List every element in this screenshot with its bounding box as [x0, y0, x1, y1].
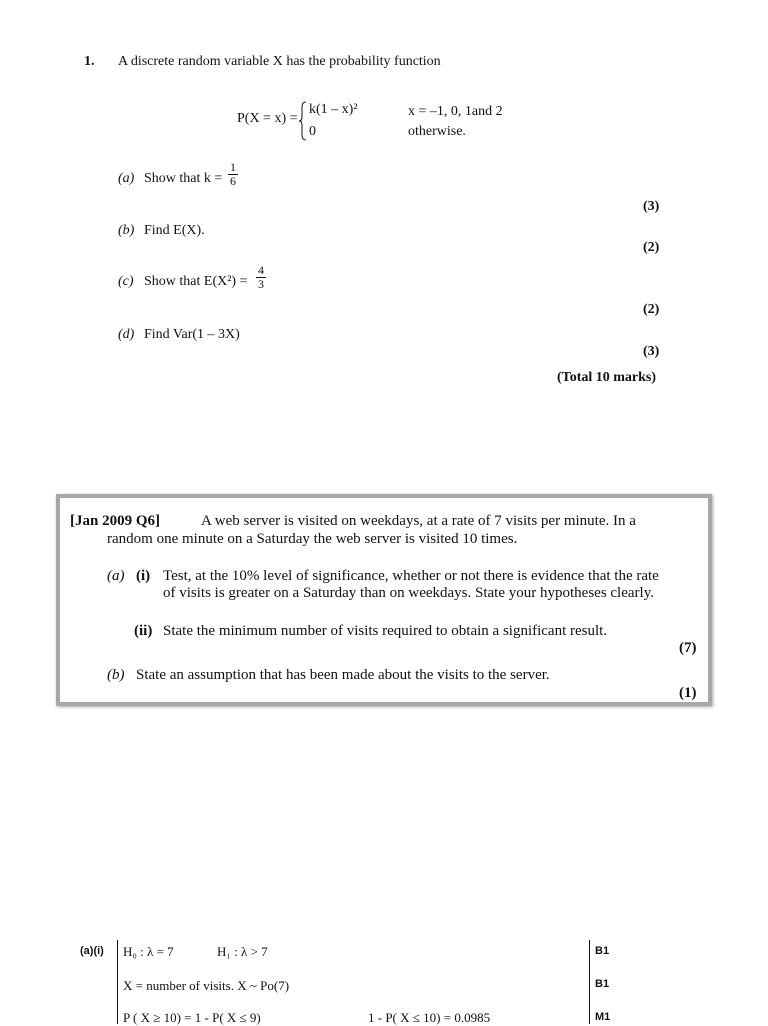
part-b-label: (b) — [118, 223, 135, 238]
part-b-marks: (1) — [679, 685, 697, 701]
pmf-case1-condition: x = –1, 0, 1and 2 — [408, 104, 503, 119]
pmf-brace — [298, 101, 308, 141]
markscheme-right-rule — [589, 940, 590, 1024]
part-c-text: Show that E(X²) = — [144, 274, 248, 289]
part-a-ii-text: State the minimum number of visits required to obtain a significant result. — [163, 623, 608, 639]
markscheme-mark-row3: M1 — [595, 1011, 611, 1023]
part-a-text: Show that k = — [144, 171, 223, 186]
markscheme-left-rule — [117, 940, 118, 1024]
pmf-case1-expression: k(1 – x)² — [309, 102, 358, 117]
part-a-label: (a) — [107, 568, 125, 584]
markscheme-mark-row2: B1 — [595, 978, 610, 990]
part-c-label: (c) — [118, 274, 134, 289]
part-a-i-line-1: Test, at the 10% level of significance, whether or not there is evidence that the rate — [163, 568, 659, 584]
total-marks: (Total 10 marks) — [557, 370, 657, 385]
part-a-i-line-2: of visits is greater on a Saturday than on weekdays. State your hypotheses clearly. — [163, 585, 654, 601]
part-b-text: Find E(X). — [144, 223, 205, 238]
markscheme-h1: H₁ : λ > 7 — [217, 944, 268, 959]
part-d-text: Find Var(1 – 3X) — [144, 327, 240, 342]
markscheme-h0: H₀ : λ = 7 — [123, 944, 174, 959]
pmf-case2-condition: otherwise. — [408, 124, 466, 139]
question-intro: A discrete random variable X has the probability function — [118, 54, 441, 69]
part-a-marks: (7) — [679, 640, 697, 656]
markscheme-part-label: (a)(i) — [80, 945, 104, 957]
question-line-1: A web server is visited on weekdays, at a rate of 7 visits per minute. In a — [201, 513, 636, 529]
question-number: 1. — [84, 54, 95, 69]
part-a-label: (a) — [118, 171, 135, 186]
part-a-ii-label: (ii) — [134, 623, 153, 639]
part-c-fraction: $\frac{4}{3}$ — [258, 263, 264, 291]
part-b-marks: (2) — [643, 240, 660, 255]
pmf-case2-expression: 0 — [309, 124, 316, 139]
question-line-2: random one minute on a Saturday the web server is visited 10 times. — [107, 531, 518, 547]
part-d-label: (d) — [118, 327, 135, 342]
markscheme-probability-left: P ( X ≥ 10) = 1 - P( X ≤ 9) — [123, 1010, 261, 1025]
part-d-marks: (3) — [643, 344, 660, 359]
part-b-text: State an assumption that has been made about the visits to the server. — [136, 667, 550, 683]
part-a-fraction: $\frac{1}{6}$ — [230, 160, 236, 188]
markscheme-probability-right: 1 - P( X ≤ 10) = 0.0985 — [368, 1010, 491, 1025]
part-b-label: (b) — [107, 667, 125, 683]
markscheme-distribution: X = number of visits. X ~ Po(7) — [123, 978, 290, 993]
part-a-marks: (3) — [643, 199, 660, 214]
question-reference: [Jan 2009 Q6] — [70, 513, 160, 529]
exam-question-box — [56, 494, 712, 706]
markscheme-mark-row1: B1 — [595, 945, 610, 957]
pmf-lhs: P(X = x) = — [237, 111, 298, 126]
part-a-i-label: (i) — [136, 568, 151, 584]
part-c-marks: (2) — [643, 302, 660, 317]
